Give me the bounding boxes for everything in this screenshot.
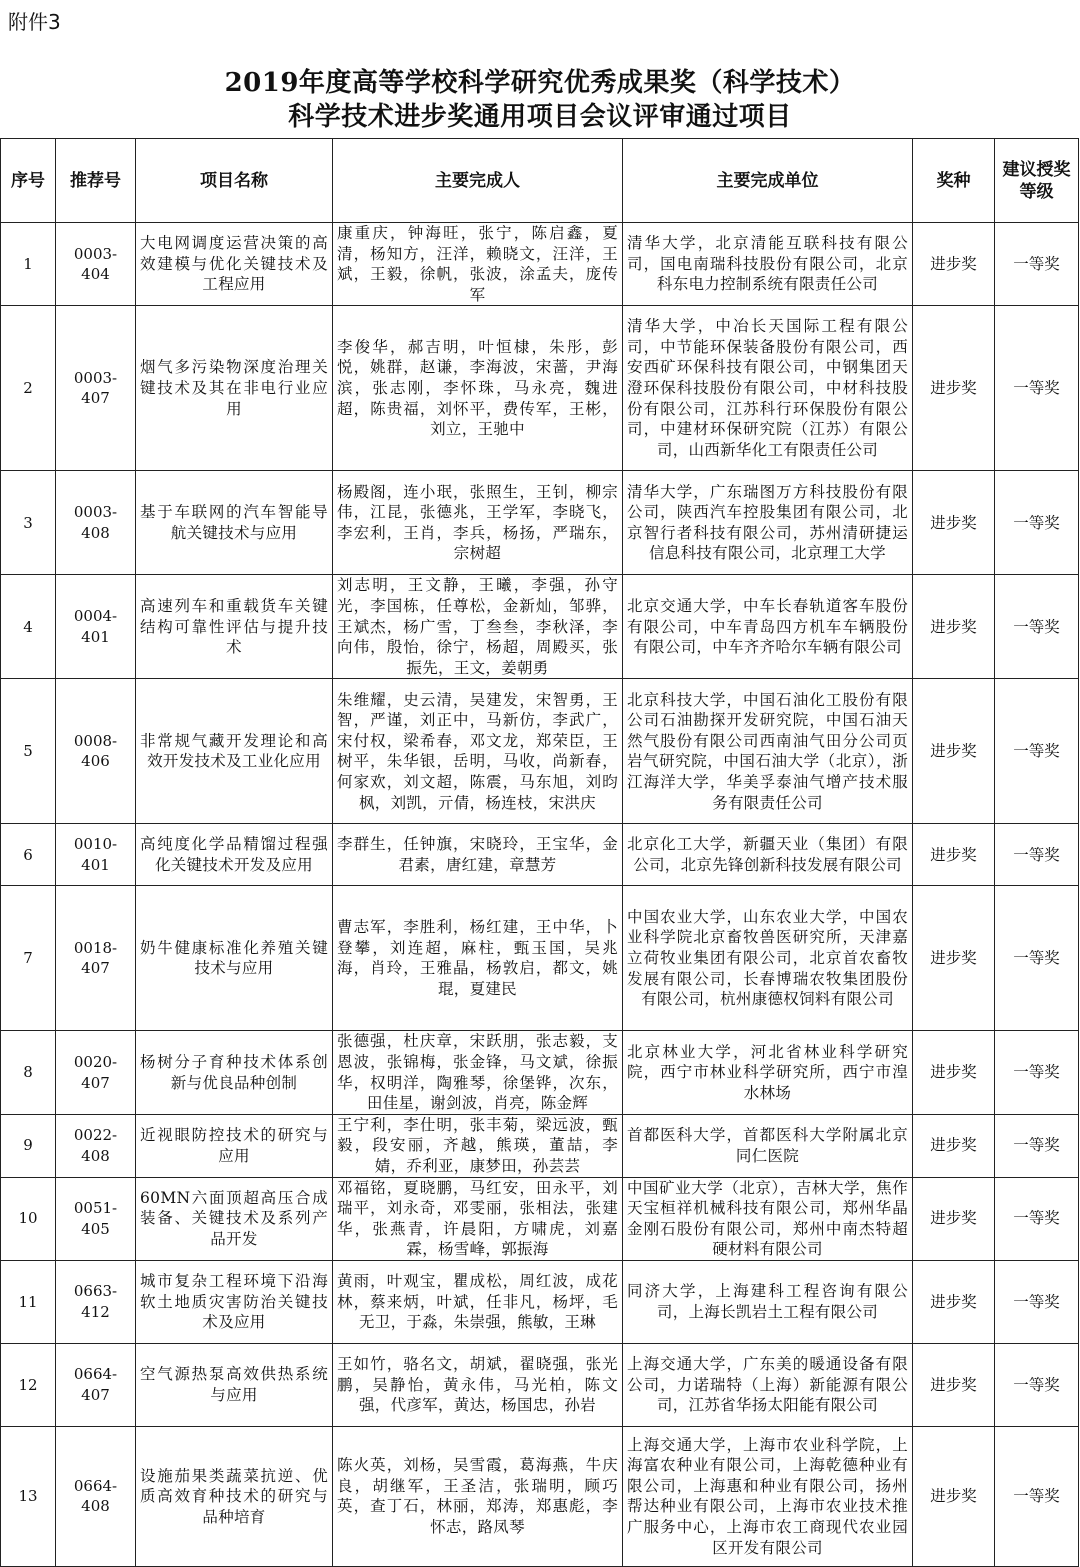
- cell-rec-no: 0003-408: [56, 471, 136, 575]
- table-row: [1, 1260, 1079, 1343]
- cell-award-type: 进步奖: [913, 575, 995, 679]
- projects-table: [0, 138, 1079, 1567]
- cell-units: 北京林业大学，河北省林业科学研究院，西宁市林业科学研究所，西宁市湟水林场: [623, 1031, 913, 1114]
- table-row: [1, 1343, 1079, 1426]
- header-people: 主要完成人: [333, 139, 623, 223]
- cell-seq: 8: [1, 1031, 56, 1114]
- cell-seq: 10: [1, 1177, 56, 1260]
- table-row: [1, 471, 1079, 575]
- cell-award-type: 进步奖: [913, 886, 995, 1031]
- cell-award-type: 进步奖: [913, 1343, 995, 1426]
- cell-rec-no: 0663-412: [56, 1260, 136, 1343]
- cell-award-type: 进步奖: [913, 306, 995, 471]
- cell-award-type: 进步奖: [913, 1031, 995, 1114]
- cell-seq: 11: [1, 1260, 56, 1343]
- cell-project: 杨树分子育种技术体系创新与优良品种创制: [136, 1031, 333, 1114]
- cell-seq: 7: [1, 886, 56, 1031]
- cell-seq: 1: [1, 223, 56, 306]
- cell-grade: 一等奖: [995, 1260, 1079, 1343]
- cell-grade: 一等奖: [995, 1177, 1079, 1260]
- table-row: [1, 1031, 1079, 1114]
- cell-grade: 一等奖: [995, 1343, 1079, 1426]
- table-row: [1, 1426, 1079, 1566]
- cell-project: 基于车联网的汽车智能导航关键技术与应用: [136, 471, 333, 575]
- cell-award-type: 进步奖: [913, 223, 995, 306]
- cell-project: 奶牛健康标准化养殖关键技术与应用: [136, 886, 333, 1031]
- cell-people: 王宁利，李仕明，张丰菊，梁远波，甄毅，段安丽，齐越，熊瑛，董喆，李婧，乔利亚，康梦田，孙芸芸: [333, 1114, 623, 1177]
- cell-rec-no: 0008-406: [56, 679, 136, 824]
- cell-people: 朱维耀，史云清，吴建发，宋智勇，王智，严谨，刘正中，马新仿，李武广，宋付权，梁希春，邓文龙，郑荣臣，王树平，朱华银，岳明，马收，尚新春，何家欢，刘文超，陈震，马东旭，刘昀枫，刘凯，亓倩，杨连枝，宋洪庆: [333, 679, 623, 824]
- table-row: [1, 886, 1079, 1031]
- attachment-label: 附件3: [8, 10, 61, 34]
- cell-project: 大电网调度运营决策的高效建模与优化关键技术及工程应用: [136, 223, 333, 306]
- table-row: [1, 223, 1079, 306]
- table-row: [1, 824, 1079, 886]
- cell-people: 杨殿阁，连小珉，张照生，王钊，柳宗伟，江昆，张德兆，王学军，李晓飞，李宏利，王肖，李兵，杨扬，严瑞东，宗树超: [333, 471, 623, 575]
- cell-people: 邓福铭，夏晓鹏，马红安，田永平，刘瑞平，刘永奇，邓雯丽，张相法，张建华，张燕青，许晨阳，方啸虎，刘嘉霖，杨雪峰，郭振海: [333, 1177, 623, 1260]
- cell-units: 北京化工大学，新疆天业（集团）有限公司，北京先锋创新科技发展有限公司: [623, 824, 913, 886]
- cell-units: 清华大学，北京清能互联科技有限公司，国电南瑞科技股份有限公司，北京科东电力控制系统有限责任公司: [623, 223, 913, 306]
- cell-grade: 一等奖: [995, 679, 1079, 824]
- cell-project: 近视眼防控技术的研究与应用: [136, 1114, 333, 1177]
- cell-units: 北京科技大学，中国石油化工股份有限公司石油勘探开发研究院，中国石油天然气股份有限公司西南油气田分公司页岩气研究院，中国石油大学（北京），浙江海洋大学，华美孚泰油气增产技术服务有限责任公司: [623, 679, 913, 824]
- cell-seq: 5: [1, 679, 56, 824]
- cell-units: 上海交通大学，广东美的暖通设备有限公司，力诺瑞特（上海）新能源有限公司，江苏省华扬太阳能有限公司: [623, 1343, 913, 1426]
- cell-people: 王如竹，骆名文，胡斌，翟晓强，张光鹏，吴静怡，黄永伟，马光柏，陈文强，代彦军，黄达，杨国忠，孙岩: [333, 1343, 623, 1426]
- cell-units: 中国矿业大学（北京），吉林大学，焦作天宝桓祥机械科技有限公司，郑州华晶金刚石股份有限公司，郑州中南杰特超硬材料有限公司: [623, 1177, 913, 1260]
- cell-units: 中国农业大学，山东农业大学，中国农业科学院北京畜牧兽医研究所，天津嘉立荷牧业集团有限公司，北京首农畜牧发展有限公司，长春博瑞农牧集团股份有限公司，杭州康德权饲料有限公司: [623, 886, 913, 1031]
- cell-units: 首都医科大学，首都医科大学附属北京同仁医院: [623, 1114, 913, 1177]
- cell-units: 北京交通大学，中车长春轨道客车股份有限公司，中车青岛四方机车车辆股份有限公司，中车齐齐哈尔车辆有限公司: [623, 575, 913, 679]
- header-seq: 序号: [1, 139, 56, 223]
- cell-grade: 一等奖: [995, 471, 1079, 575]
- table-row: [1, 1114, 1079, 1177]
- cell-rec-no: 0664-407: [56, 1343, 136, 1426]
- cell-people: 李俊华，郝吉明，叶恒棣，朱彤，彭悦，姚群，赵谦，李海波，宋蔷，尹海滨，张志刚，李怀珠，马永亮，魏进超，陈贵福，刘怀平，费传军，王彬，刘立，王驰中: [333, 306, 623, 471]
- header-units: 主要完成单位: [623, 139, 913, 223]
- cell-project: 60MN六面顶超高压合成装备、关键技术及系列产品开发: [136, 1177, 333, 1260]
- cell-project: 空气源热泵高效供热系统与应用: [136, 1343, 333, 1426]
- cell-seq: 13: [1, 1426, 56, 1566]
- header-rec-no: 推荐号: [56, 139, 136, 223]
- cell-seq: 12: [1, 1343, 56, 1426]
- document-title-line2: 科学技术进步奖通用项目会议评审通过项目: [288, 102, 792, 132]
- cell-award-type: 进步奖: [913, 1177, 995, 1260]
- cell-award-type: 进步奖: [913, 824, 995, 886]
- cell-units: 上海交通大学，上海市农业科学院，上海富农种业有限公司，上海乾德种业有限公司，上海惠和种业有限公司，扬州帮达种业有限公司，上海市农业技术推广服务中心，上海市农工商现代农业园区开发有限公司: [623, 1426, 913, 1566]
- table-row: [1, 1177, 1079, 1260]
- cell-award-type: 进步奖: [913, 1114, 995, 1177]
- cell-award-type: 进步奖: [913, 679, 995, 824]
- cell-project: 城市复杂工程环境下沿海软土地质灾害防治关键技术及应用: [136, 1260, 333, 1343]
- cell-rec-no: 0003-404: [56, 223, 136, 306]
- cell-rec-no: 0051-405: [56, 1177, 136, 1260]
- cell-award-type: 进步奖: [913, 1426, 995, 1566]
- table-row: [1, 679, 1079, 824]
- cell-rec-no: 0018-407: [56, 886, 136, 1031]
- cell-grade: 一等奖: [995, 824, 1079, 886]
- cell-seq: 3: [1, 471, 56, 575]
- cell-seq: 6: [1, 824, 56, 886]
- cell-units: 同济大学，上海建科工程咨询有限公司，上海长凯岩土工程有限公司: [623, 1260, 913, 1343]
- table-row: [1, 575, 1079, 679]
- cell-project: 高速列车和重载货车关键结构可靠性评估与提升技术: [136, 575, 333, 679]
- cell-grade: 一等奖: [995, 306, 1079, 471]
- cell-people: 黄雨，叶观宝，瞿成松，周红波，成花林，蔡来炳，叶斌，任非凡，杨坪，毛无卫，于淼，朱崇强，熊敏，王琳: [333, 1260, 623, 1343]
- cell-grade: 一等奖: [995, 886, 1079, 1031]
- cell-people: 陈火英，刘杨，吴雪霞，葛海燕，牛庆良，胡继军，王圣洁，张瑞明，顾巧英，查丁石，林丽，郑涛，郑惠彪，李怀志，路凤琴: [333, 1426, 623, 1566]
- cell-people: 刘志明，王文静，王曦，李强，孙守光，李国栋，任尊松，金新灿，邹骅，王斌杰，杨广雪，丁叁叁，李秋泽，李向伟，殷怡，徐宁，杨超，周殿买，张振先，王文，姜朝勇: [333, 575, 623, 679]
- table-row: [1, 306, 1079, 471]
- cell-units: 清华大学，中冶长天国际工程有限公司，中节能环保装备股份有限公司，西安西矿环保科技有限公司，中钢集团天澄环保科技股份有限公司，中材科技股份有限公司，江苏科行环保股份有限公司，中建材环保研究院（江苏）有限公司，山西新华化工有限责任公司: [623, 306, 913, 471]
- cell-rec-no: 0004-401: [56, 575, 136, 679]
- cell-people: 康重庆，钟海旺，张宁，陈启鑫，夏清，杨知方，汪洋，赖晓文，汪洋，王斌，王毅，徐帆，张波，涂孟夫，庞传军: [333, 223, 623, 306]
- cell-people: 曹志军，李胜利，杨红建，王中华，卜登攀，刘连超，麻柱，甄玉国，吴兆海，肖玲，王雅晶，杨敦启，都文，姚琨，夏建民: [333, 886, 623, 1031]
- cell-rec-no: 0010-401: [56, 824, 136, 886]
- cell-seq: 9: [1, 1114, 56, 1177]
- document-title-line1: 2019年度高等学校科学研究优秀成果奖（科学技术）: [224, 68, 856, 98]
- cell-project: 设施茄果类蔬菜抗逆、优质高效育种技术的研究与品种培育: [136, 1426, 333, 1566]
- cell-project: 高纯度化学品精馏过程强化关键技术开发及应用: [136, 824, 333, 886]
- cell-grade: 一等奖: [995, 1114, 1079, 1177]
- cell-rec-no: 0020-407: [56, 1031, 136, 1114]
- cell-units: 清华大学，广东瑞图万方科技股份有限公司，陕西汽车控股集团有限公司，北京智行者科技有限公司，苏州清研捷运信息科技有限公司，北京理工大学: [623, 471, 913, 575]
- header-grade: 建议授奖等级: [995, 139, 1079, 223]
- cell-project: 烟气多污染物深度治理关键技术及其在非电行业应用: [136, 306, 333, 471]
- cell-grade: 一等奖: [995, 1426, 1079, 1566]
- header-award-type: 奖种: [913, 139, 995, 223]
- header-project: 项目名称: [136, 139, 333, 223]
- cell-seq: 4: [1, 575, 56, 679]
- cell-grade: 一等奖: [995, 575, 1079, 679]
- cell-award-type: 进步奖: [913, 1260, 995, 1343]
- cell-project: 非常规气藏开发理论和高效开发技术及工业化应用: [136, 679, 333, 824]
- cell-people: 张德强，杜庆章，宋跃朋，张志毅，支恩波，张锦梅，张金锋，马文斌，徐振华，权明洋，陶雅琴，徐堡铧，次东，田佳星，谢剑波，肖亮，陈金辉: [333, 1031, 623, 1114]
- header-row: [1, 139, 1079, 223]
- cell-people: 李群生，任钟旗，宋晓玲，王宝华，金君素，唐红建，章慧芳: [333, 824, 623, 886]
- cell-seq: 2: [1, 306, 56, 471]
- cell-grade: 一等奖: [995, 1031, 1079, 1114]
- cell-rec-no: 0022-408: [56, 1114, 136, 1177]
- cell-award-type: 进步奖: [913, 471, 995, 575]
- cell-grade: 一等奖: [995, 223, 1079, 306]
- cell-rec-no: 0003-407: [56, 306, 136, 471]
- cell-rec-no: 0664-408: [56, 1426, 136, 1566]
